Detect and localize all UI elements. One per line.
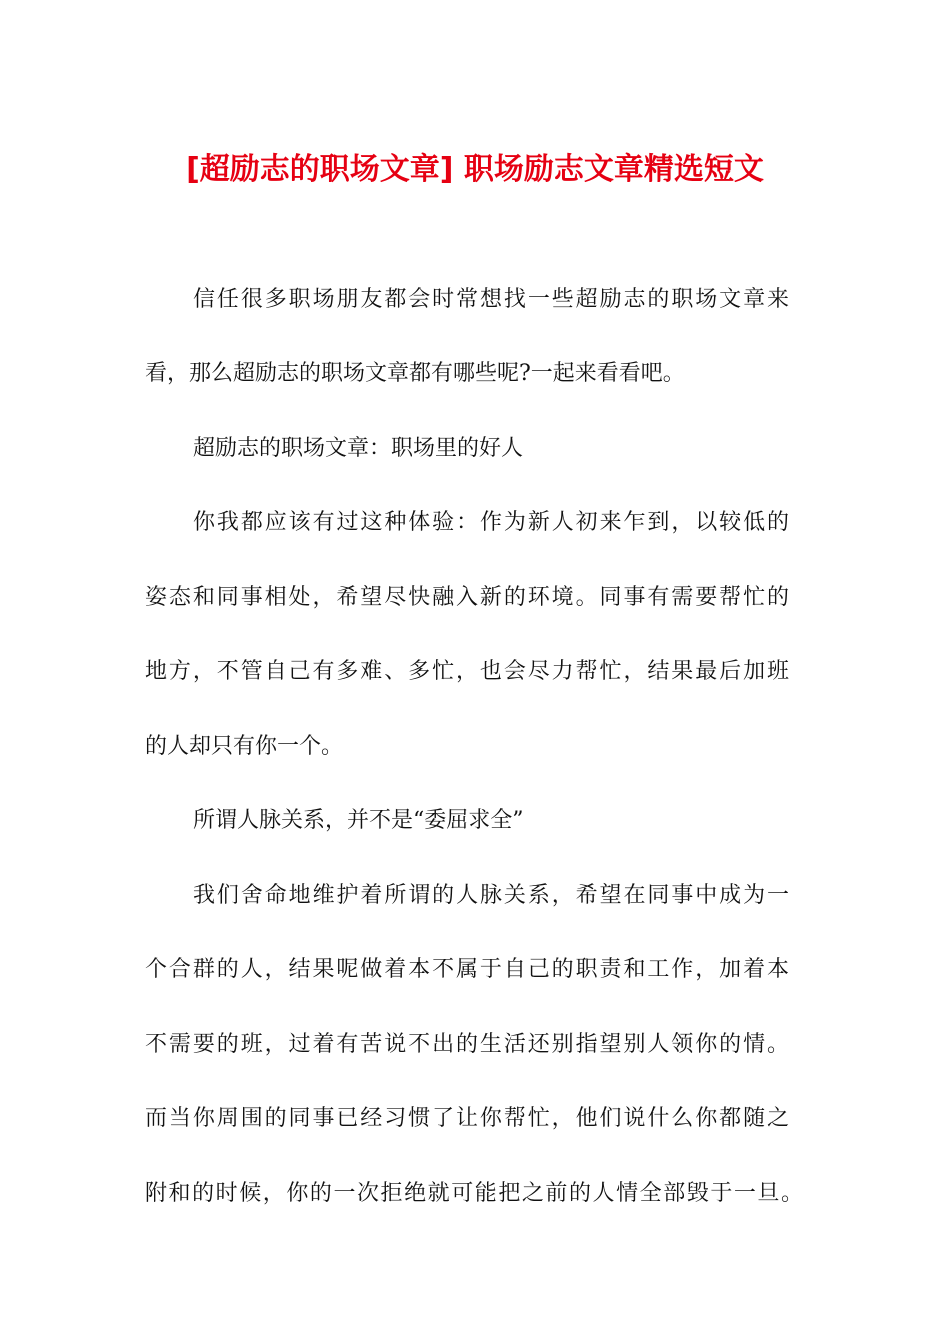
paragraph-line: 我们舍命地维护着所谓的人脉关系，希望在同事中成为一 [193,883,789,908]
paragraph-line: 的人却只有你一个。 [145,734,344,759]
paragraph-line: 不需要的班，过着有苦说不出的生活还别指望别人领你的情。 [145,1032,789,1057]
paragraph-line: 地方，不管自己有多难、多忙，也会尽力帮忙，结果最后加班 [145,659,789,684]
paragraph-line: 看，那么超励志的职场文章都有哪些呢?一起来看看吧。 [145,361,685,386]
paragraph-line: 个合群的人，结果呢做着本不属于自己的职责和工作，加着本 [145,957,789,982]
paragraph-line: 姿态和同事相处，希望尽快融入新的环境。同事有需要帮忙的 [145,585,789,610]
paragraph-line: 附和的时候，你的一次拒绝就可能把之前的人情全部毁于一旦。 [145,1181,803,1206]
document-title: [超励志的职场文章] 职场励志文章精选短文 [186,152,764,187]
section-heading: 所谓人脉关系，并不是“委屈求全” [193,808,524,833]
section-heading: 超励志的职场文章：职场里的好人 [193,436,524,461]
paragraph-line: 信任很多职场朋友都会时常想找一些超励志的职场文章来 [193,287,789,312]
paragraph-line: 而当你周围的同事已经习惯了让你帮忙，他们说什么你都随之 [145,1106,789,1131]
paragraph-line: 你我都应该有过这种体验：作为新人初来乍到，以较低的 [193,510,789,535]
